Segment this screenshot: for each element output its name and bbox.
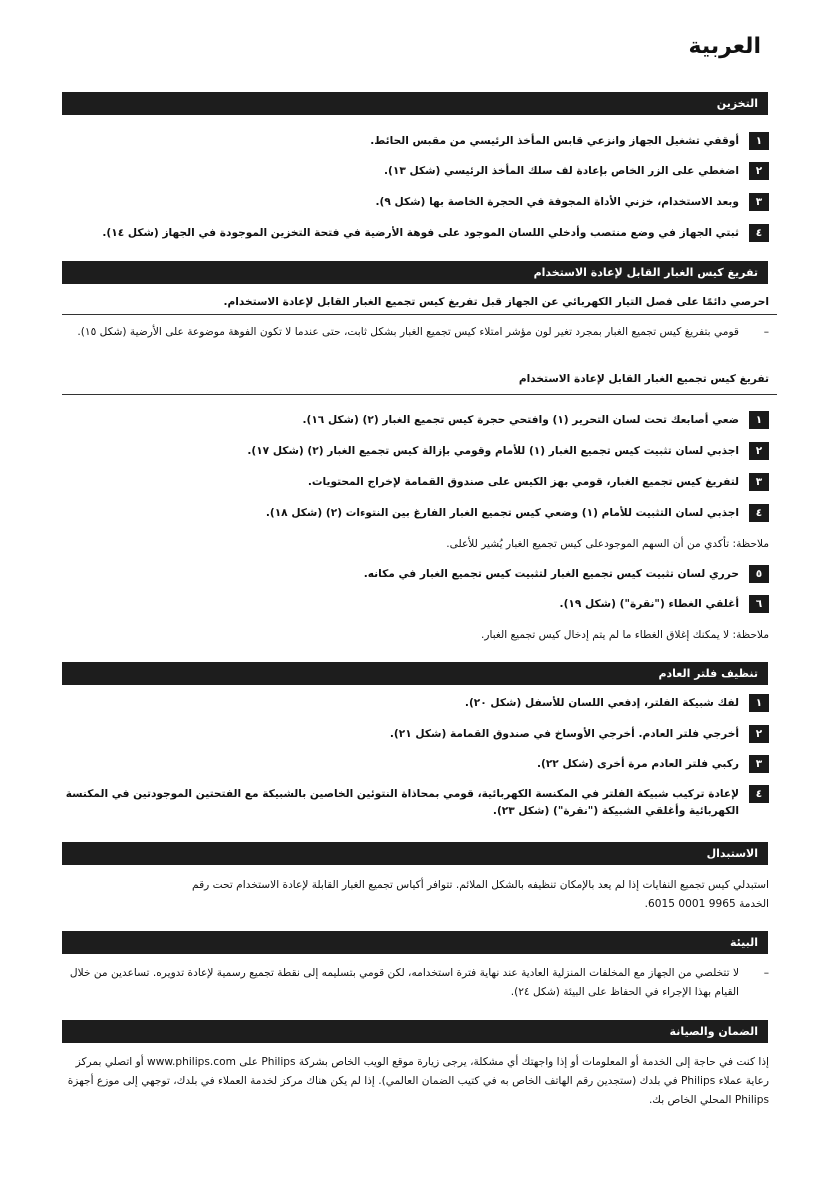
step-number: ١ [749,694,769,712]
step-text: حرري لسان تثبيت كيس تجميع الغبار لتثبيت كيس تجميع الغبار في مكانه. [363,568,739,580]
step-text: وبعد الاستخدام، خزني الأداة المجوفة في الحجرة الخاصة بها (شكل ٩). [375,196,739,208]
emptying-step-4 [60,505,769,522]
step-number: ٣ [749,193,769,211]
divider [62,314,777,315]
bullet-text: لا تتخلصي من الجهاز مع المخلفات المنزلية العادية عند نهاية فترة استخدامه، لكن قومي بتسليمه إلى نقطة تجميع رسمية لإعادة تدويره. تساعدين من خلال القيام بهذا الإجراء في الحفاظ على البيئة (شكل ٢٤). [69,967,739,998]
replacement-line-2: الخدمة 9965 0001 6015. [644,898,769,910]
bullet-text: قومي بتفريغ كيس تجميع الغبار بمجرد تغير لون مؤشر امتلاء كيس تجميع الغبار بشكل ثابت، حتى عندما لا تكون الفوهة موضوعة على الأرضية (شكل ١٥). [77,326,739,338]
step-text: لفك شبيكة الفلتر، إدفعي اللسان للأسفل (شكل ٢٠). [464,697,739,709]
section-heading-emptying: تفريغ كيس الغبار القابل لإعادة الاستخدام [62,261,768,284]
step-text: ركبي فلتر العادم مرة أخرى (شكل ٢٢). [536,758,739,770]
step-number: ٦ [749,595,769,613]
step-number: ٢ [749,162,769,180]
note-lid: ملاحظة: لا يمكنك إغلاق الغطاء ما لم يتم إدخال كيس تجميع الغبار. [480,629,769,641]
filter-step-1 [60,695,769,712]
step-number: ٣ [749,473,769,491]
section-heading-filter: تنظيف فلتر العادم [62,662,768,685]
emptying-bullet [60,323,769,342]
note-arrow: ملاحظة: تأكدي من أن السهم الموجودعلى كيس تجميع الغبار يُشير للأعلى. [446,538,769,550]
step-text: لتفريغ كيس تجميع الغبار، قومي بهز الكيس على صندوق القمامة لإخراج المحتويات. [307,476,739,488]
step-text: أوقفي تشغيل الجهاز وانزعي قابس المأخذ الرئيسي من مقبس الحائط. [370,135,739,147]
step-number: ٤ [749,504,769,522]
step-number: ٤ [749,224,769,242]
warranty-text: إذا كنت في حاجة إلى الخدمة أو المعلومات أو إذا واجهتك أي مشكلة، يرجى زيارة موقع الويب الخاص بشركة Philips على www.philips.com أو اتصلي بمركز رعاية عملاء Philips في بلدك (ستجدين رقم الهاتف الخاص به في كتيب الضمان العالمي). إذا لم يكن هناك مركز لخدمة العملاء في بلدك، توجهي إلى موزع أجهزة Philips المحلي الخاص بك. [67,1056,769,1106]
storage-step-4 [60,225,769,242]
emptying-step-5 [60,566,769,583]
step-text: اجذبي لسان تثبيت كيس تجميع الغبار (١) للأمام وقومي بإزالة كيس تجميع الغبار (٢) (شكل ١٧). [247,445,739,457]
emptying-step-6 [60,596,769,613]
emptying-step-2 [60,443,769,460]
emptying-step-3 [60,474,769,491]
step-number: ٥ [749,565,769,583]
step-number: ١ [749,132,769,150]
divider [62,394,777,395]
language-title: العربية [688,34,761,59]
emptying-step-1 [60,412,769,429]
storage-step-3 [60,194,769,211]
bullet-dash: – [763,326,769,338]
environment-bullet [60,964,769,1002]
step-number: ٣ [749,755,769,773]
bullet-dash: – [763,967,769,979]
emptying-subheading: تفريغ كيس تجميع الغبار القابل لإعادة الاستخدام [518,373,769,385]
step-text: اجذبي لسان التثبيت للأمام (١) وضعي كيس تجميع الغبار الفارغ بين النتوءات (٢) (شكل ١٨). [265,507,739,519]
section-heading-replacement: الاستبدال [62,842,768,865]
replacement-line-1: استبدلي كيس تجميع النفايات إذا لم يعد بالإمكان تنظيفه بالشكل الملائم. تتوافر أكياس تجميع الغبار القابلة لإعادة الاستخدام تحت رقم [192,879,769,891]
step-text: ثبتي الجهاز في وضع منتصب وأدخلي اللسان الموجود على فوهة الأرضية في فتحة التخزين الموجودة في الجهاز (شكل ١٤). [102,227,739,239]
step-number: ٢ [749,442,769,460]
section-heading-environment: البيئة [62,931,768,954]
step-number: ١ [749,411,769,429]
step-text: أخرجي فلتر العادم. أخرجي الأوساخ في صندوق القمامة (شكل ٢١). [389,728,739,740]
filter-step-4 [60,786,769,820]
step-number: ٢ [749,725,769,743]
step-text: ضعي أصابعك تحت لسان التحرير (١) وافتحي حجرة كيس تجميع الغبار (٢) (شكل ١٦). [302,414,739,426]
storage-step-1 [60,133,769,150]
section-heading-warranty: الضمان والصيانة [62,1020,768,1043]
step-text: اضغطي على الزر الخاص بإعادة لف سلك المأخذ الرئيسي (شكل ١٣). [383,165,739,177]
warning-text: احرصي دائمًا على فصل التيار الكهربائي عن الجهاز قبل تفريغ كيس تجميع الغبار القابل لإعادة الاستخدام. [223,296,769,308]
section-heading-storage: التخزين [62,92,768,115]
step-text: لإعادة تركيب شبيكة الفلتر في المكنسة الكهربائية، قومي بمحاذاة النتوئين الخاصين بالشبيكة مع الفتحتين الموجودتين في المكنسة الكهربائية وأغلقي الشبيكة ("نقرة") (شكل ٢٣). [65,788,739,817]
step-text: أغلقي الغطاء ("نقرة") (شكل ١٩). [559,598,739,610]
filter-step-3 [60,756,769,773]
filter-step-2 [60,726,769,743]
storage-step-2 [60,163,769,180]
step-number: ٤ [749,785,769,803]
